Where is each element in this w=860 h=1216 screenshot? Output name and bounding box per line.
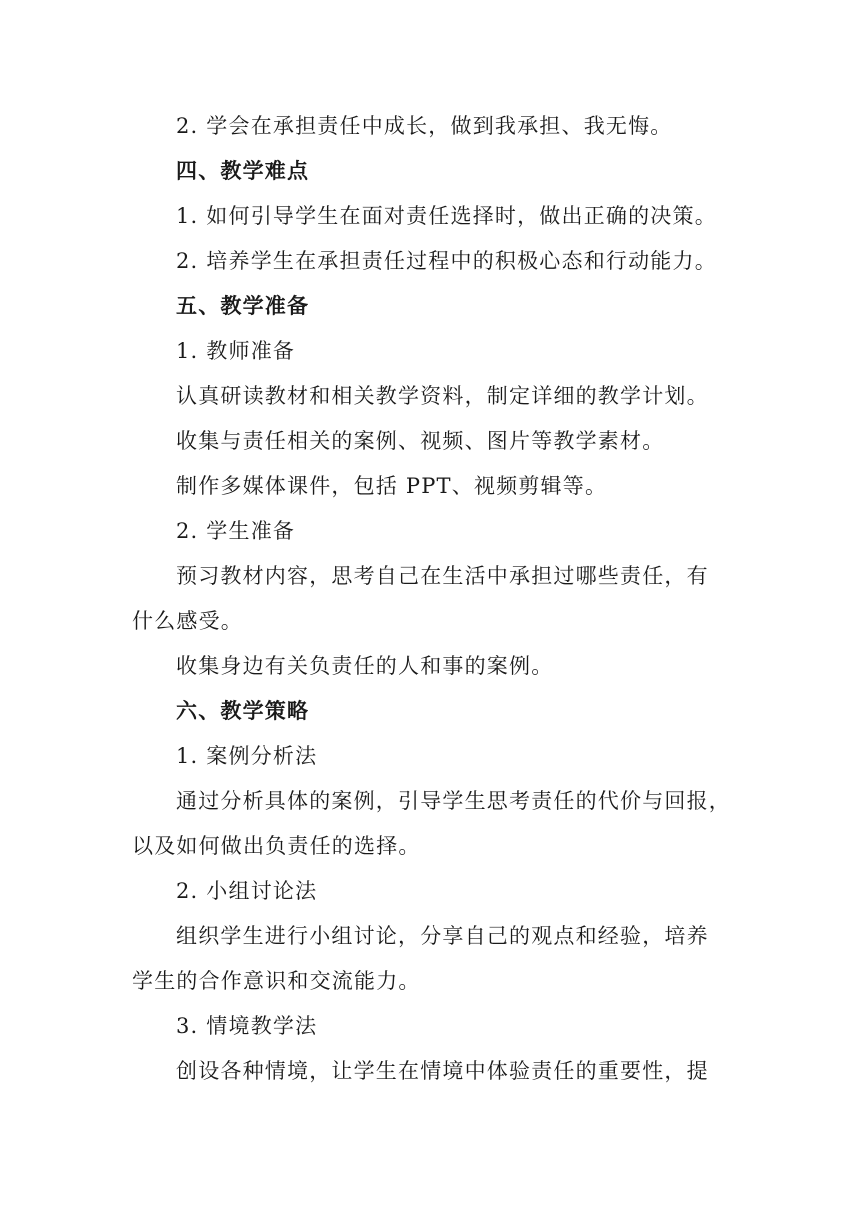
- section-heading: 四、教学难点: [176, 159, 310, 183]
- text-line: 制作多媒体课件，包括 PPT、视频剪辑等。: [176, 474, 608, 498]
- text-line-continued: 什么感受。: [132, 609, 243, 633]
- section-heading: 六、教学策略: [176, 699, 310, 723]
- text-line: 收集与责任相关的案例、视频、图片等教学素材。: [176, 429, 665, 453]
- text-line: 收集身边有关负责任的人和事的案例。: [176, 654, 554, 678]
- subheading-line: 3. 情境教学法: [176, 1014, 318, 1038]
- subheading-line: 2. 学生准备: [176, 519, 296, 543]
- section-heading: 五、教学准备: [176, 294, 310, 318]
- subheading-line: 2. 小组讨论法: [176, 879, 318, 903]
- text-line-continued: 学生的合作意识和交流能力。: [132, 969, 421, 993]
- text-line-continued: 以及如何做出负责任的选择。: [132, 834, 421, 858]
- text-line: 2. 学会在承担责任中成长，做到我承担、我无悔。: [176, 114, 673, 138]
- text-line: 认真研读教材和相关教学资料，制定详细的教学计划。: [176, 384, 709, 408]
- text-line: 创设各种情境，让学生在情境中体验责任的重要性，提: [176, 1059, 709, 1083]
- text-line: 组织学生进行小组讨论，分享自己的观点和经验，培养: [176, 924, 709, 948]
- subheading-line: 1. 教师准备: [176, 339, 296, 363]
- text-line: 1. 如何引导学生在面对责任选择时，做出正确的决策。: [176, 204, 717, 228]
- text-line: 2. 培养学生在承担责任过程中的积极心态和行动能力。: [176, 249, 717, 273]
- text-line: 预习教材内容，思考自己在生活中承担过哪些责任，有: [176, 564, 709, 588]
- text-line: 通过分析具体的案例，引导学生思考责任的代价与回报，: [176, 789, 731, 813]
- subheading-line: 1. 案例分析法: [176, 744, 318, 768]
